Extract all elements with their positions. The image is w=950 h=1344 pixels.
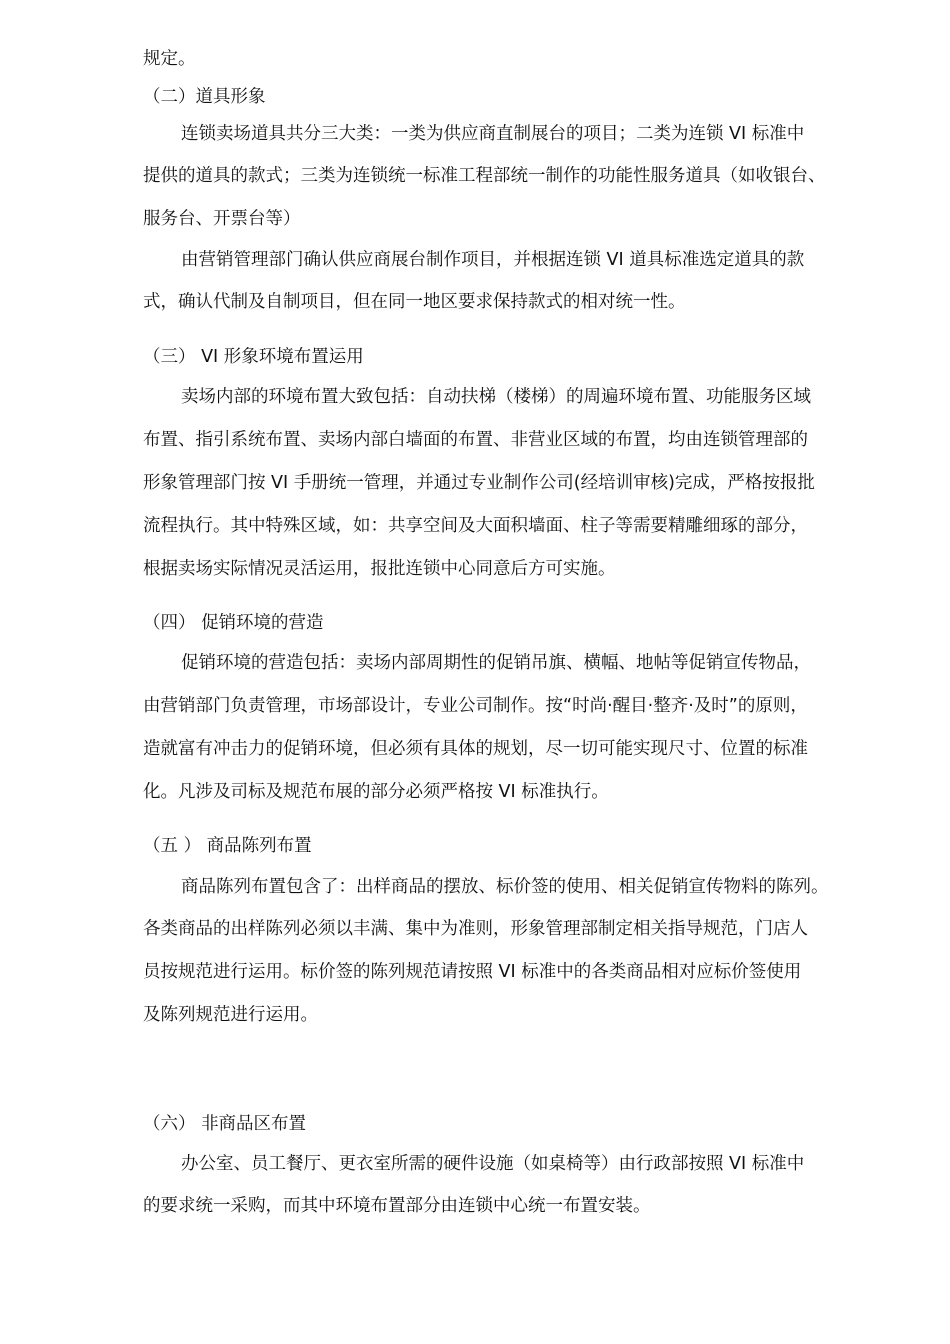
body-text-line: 服务台、开票台等） [143, 209, 301, 229]
body-text-line: 办公室、员工餐厅、更衣室所需的硬件设施（如桌椅等）由行政部按照 VI 标准中 [181, 1154, 805, 1174]
body-text-line: 及陈列规范进行运用。 [143, 1005, 318, 1025]
body-text-line: 化。凡涉及司标及规范布展的部分必须严格按 VI 标准执行。 [143, 782, 609, 802]
body-text-line: 形象管理部门按 VI 手册统一管理，并通过专业制作公司(经培训审核)完成，严格按报批 [143, 473, 815, 493]
section-heading: （六） 非商品区布置 [143, 1114, 307, 1134]
body-text-line: 商品陈列布置包含了：出样商品的摆放、标价签的使用、相关促销宣传物料的陈列。 [181, 877, 829, 897]
section-heading: （五 ） 商品陈列布置 [143, 836, 312, 856]
body-text-line: 连锁卖场道具共分三大类：一类为供应商直制展台的项目；二类为连锁 VI 标准中 [181, 124, 805, 144]
section-heading: （二）道具形象 [143, 87, 266, 107]
body-text-line: 规定。 [143, 49, 196, 69]
section-heading: （三） VI 形象环境布置运用 [143, 347, 364, 367]
body-text-line: 根据卖场实际情况灵活运用，报批连锁中心同意后方可实施。 [143, 559, 616, 579]
body-text-line: 的要求统一采购，而其中环境布置部分由连锁中心统一布置安装。 [143, 1196, 651, 1216]
section-heading: （四） 促销环境的营造 [143, 613, 324, 633]
body-text-line: 提供的道具的款式；三类为连锁统一标准工程部统一制作的功能性服务道具（如收银台、 [143, 166, 826, 186]
body-text-line: 流程执行。其中特殊区域，如：共享空间及大面积墙面、柱子等需要精雕细琢的部分， [143, 516, 808, 536]
body-text-line: 员按规范进行运用。标价签的陈列规范请按照 VI 标准中的各类商品相对应标价签使用 [143, 962, 802, 982]
body-text-line: 造就富有冲击力的促销环境，但必须有具体的规划，尽一切可能实现尺寸、位置的标准 [143, 739, 808, 759]
body-text-line: 由营销部门负责管理，市场部设计，专业公司制作。按“时尚·醒目·整齐·及时”的原则， [143, 696, 808, 716]
body-text-line: 由营销管理部门确认供应商展台制作项目，并根据连锁 VI 道具标准选定道具的款 [181, 250, 805, 270]
body-text-line: 布置、指引系统布置、卖场内部白墙面的布置、非营业区域的布置，均由连锁管理部的 [143, 430, 808, 450]
body-text-line: 促销环境的营造包括：卖场内部周期性的促销吊旗、横幅、地帖等促销宣传物品， [181, 653, 811, 673]
body-text-line: 卖场内部的环境布置大致包括：自动扶梯（楼梯）的周遍环境布置、功能服务区域 [181, 387, 811, 407]
body-text-line: 式，确认代制及自制项目，但在同一地区要求保持款式的相对统一性。 [143, 292, 686, 312]
body-text-line: 各类商品的出样陈列必须以丰满、集中为准则，形象管理部制定相关指导规范，门店人 [143, 919, 808, 939]
